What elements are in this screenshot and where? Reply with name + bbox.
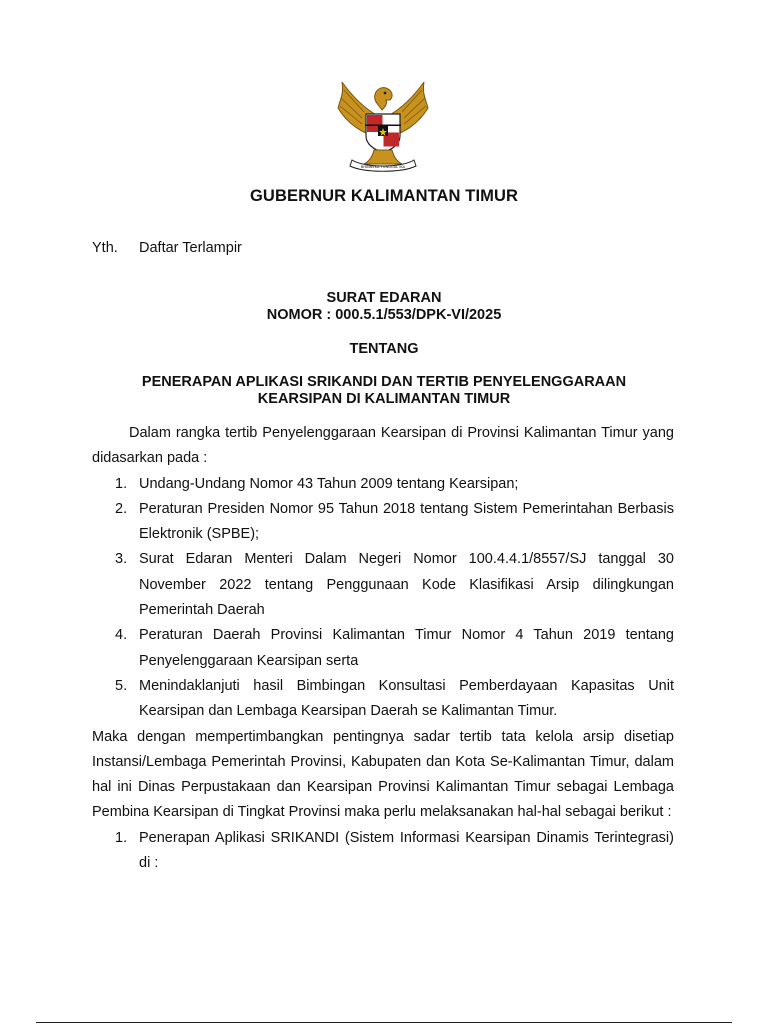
list-item-text: Penerapan Aplikasi SRIKANDI (Sistem Informasi Kearsipan Dinamis Terintegrasi) di :	[139, 829, 674, 872]
list-item-text: Undang-Undang Nomor 43 Tahun 2009 tentang Kearsipan;	[139, 475, 519, 492]
circular-header	[0, 290, 768, 324]
list-item-text: Peraturan Daerah Provinsi Kalimantan Timur Nomor 4 Tahun 2019 tentang Penyelenggaraan Kearsipan serta	[139, 627, 674, 669]
intro-paragraph: Dalam rangka tertib Penyelenggaraan Kearsipan di Provinsi Kalimantan Timur yang didasarkan pada :	[92, 425, 674, 467]
circular-subject	[0, 374, 768, 408]
list-item-number: 5.	[115, 677, 128, 694]
list-item	[92, 674, 674, 725]
addressee-value: Daftar Terlampir	[139, 240, 242, 256]
list-item-number: 2.	[115, 500, 128, 517]
page-bottom-rule	[36, 1022, 732, 1023]
list-item-number: 1.	[115, 475, 128, 492]
list-item	[92, 826, 674, 877]
list-item-number: 1.	[115, 829, 128, 846]
list-item	[92, 623, 674, 674]
legal-basis-list	[92, 472, 674, 725]
garuda-pancasila-emblem-icon	[334, 78, 432, 173]
letter-body	[92, 421, 674, 876]
list-item	[92, 472, 674, 497]
emblem-motto: BHINNEKA TUNGGAL IKA	[360, 165, 406, 169]
issuer-title: GUBERNUR KALIMANTAN TIMUR	[250, 187, 518, 205]
consideration-paragraph: Maka dengan mempertimbangkan pentingnya sadar tertib tata kelola arsip disetiap Instansi/Lembaga Pemerintah Provinsi, Kabupaten dan Kota Se-Kalimantan Timur, dalam hal ini Dinas Perpustakaan dan Kearsipan Provinsi Kalimantan Timur sebagai Lembaga Pembina Kearsipan di Tingkat Provinsi maka perlu melaksanakan hal-hal sebagai berikut :	[92, 728, 674, 821]
actions-list	[92, 826, 674, 877]
circular-number: NOMOR : 000.5.1/553/DPK-VI/2025	[266, 307, 502, 323]
subject-line-2: KEARSIPAN DI KALIMANTAN TIMUR	[257, 391, 511, 407]
list-item-number: 4.	[115, 627, 128, 644]
list-item-number: 3.	[115, 551, 128, 568]
subject-line-1: PENERAPAN APLIKASI SRIKANDI DAN TERTIB PENYELENGGARAAN	[141, 374, 627, 390]
addressee-label: Yth.	[92, 240, 118, 256]
circular-type: SURAT EDARAN	[326, 290, 442, 306]
list-item-text: Surat Edaran Menteri Dalam Negeri Nomor 100.4.4.1/8557/SJ tanggal 30 November 2022 tentang Penggunaan Kode Klasifikasi Arsip dilingkungan Pemerintah Daerah	[139, 551, 674, 619]
list-item	[92, 547, 674, 623]
list-item	[92, 497, 674, 548]
about-label: TENTANG	[349, 341, 419, 357]
list-item-text: Peraturan Presiden Nomor 95 Tahun 2018 tentang Sistem Pemerintahan Berbasis Elektronik (SPBE);	[139, 500, 674, 543]
list-item-text: Menindaklanjuti hasil Bimbingan Konsultasi Pemberdayaan Kapasitas Unit Kearsipan dan Lembaga Kearsipan Daerah se Kalimantan Timur.	[139, 677, 674, 720]
